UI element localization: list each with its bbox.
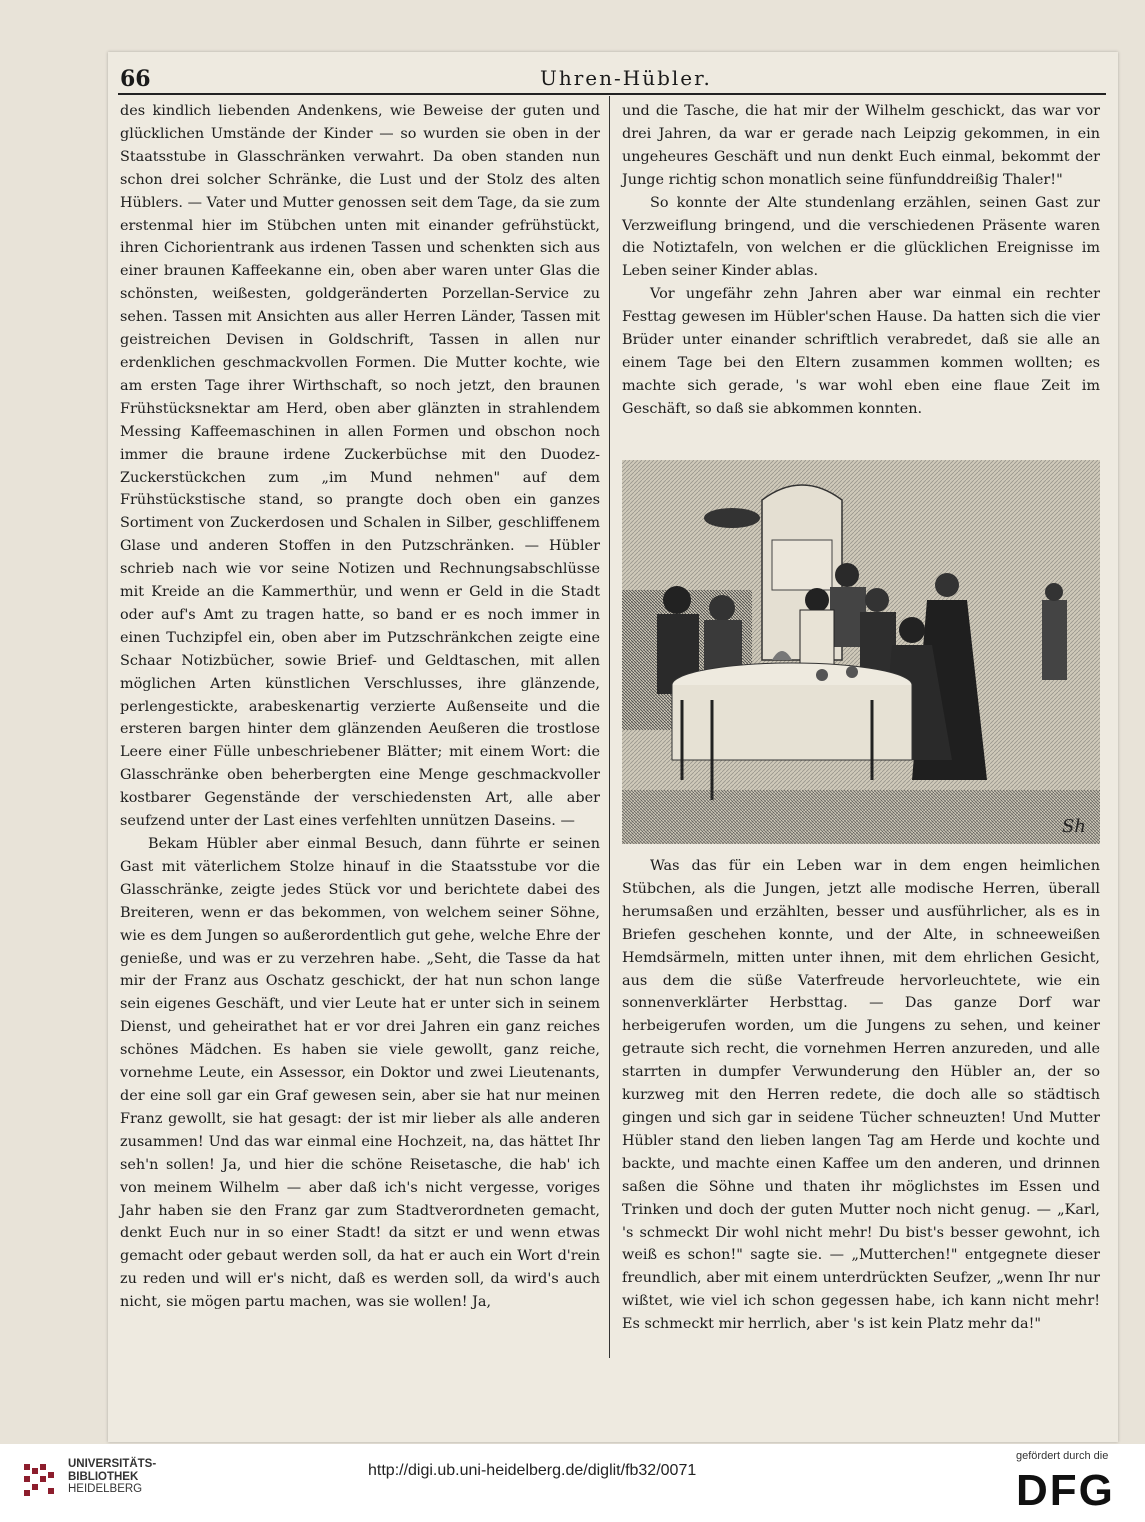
paragraph: Bekam Hübler aber einmal Besuch, dann führte er seinen Gast mit väterlichem Stolze hinauf in die Staatsstube vor die Glasschränke, zeigte jedes Stück vor und berichtete dabei des Breiteren, wenn er das bekommen, von welchem seiner Söhne, wie es dem Jungen so außerordentlich gut gehe, welche Ehre der genieße, und was er zu verzehren habe. „Seht, die Tasse da hat mir der Franz aus Oschatz geschickt, der hat nun schon lange sein eigenes Geschäft, und vier Leute hat er unter sich in seinem Dienst, und geheirathet hat er vor drei Jahren ein ganz reiches schönes Mädchen. Es haben sie viele gewollt, ganz reiche, vornehme Leute, ein Assessor, ein Doktor und zwei Lieutenants, der eine soll gar ein Graf gewesen sein, aber sie hat nur meinen Franz gewollt, sie hat gesagt: der ist mir lieber als alle anderen zusammen! Und das war einmal eine Hochzeit, na, das hättet Ihr seh'n sollen! Ja, und hier die schöne Reisetasche, die hab' ich von meinem Wilhelm — aber daß ich's nicht vergesse, voriges Jahr haben sie den Franz gar zum Stadtverordneten gemacht, denkt Euch nur in so einer Stadt! da sitzt er und wenn etwas gemacht oder gebaut werden soll, da hat er auch ein Wort d'rein zu reden und will er's nicht, daß es werden soll, da wird's auch nicht, sie mögen partu machen, was sie wollen! Ja,	[120, 836, 600, 1311]
paragraph: Was das für ein Leben war in dem engen heimlichen Stübchen, als die Jungen, jetzt alle modische Herren, überall herumsaßen und erzählten, besser und ausführlicher, als es in Briefen geschehen konnte, und der Alte, in schneeweißen Hemdsärmeln, mitten unter ihnen, mit dem ehrlichen Gesicht, aus dem die süße Vaterfreude hervorleuchtete, wie ein sonnenverklärter Herbsttag. — Das ganze Dorf war herbeigerufen worden, um die Jungens zu sehen, und keiner getraute sich recht, die vornehmen Herren anzureden, und alle starrten in dumpfer Verwunderung den Hübler an, der so kurzweg mit den Herren redete, die doch alle so städtisch gingen und sich gar in seidene Tücher schneuzten! Und Mutter Hübler stand den lieben langen Tag am Herde und kochte und backte, und machte einen Kaffee um den anderen, und drinnen saßen die Söhne und thaten ihr möglichstes im Essen und Trinken und doch der guten Mutter noch nicht genug. — „Karl, 's schmeckt Dir wohl nicht mehr! Du bist's besser gewohnt, ich weiß es schon!" sagte sie. — „Mutterchen!" entgegnete dieser freundlich, aber mit einem unterdrückten Seufzer, „wenn Ihr nur wißtet, wie viel ich schon gegessen habe, ich kann nicht mehr! Es schmeckt mir herrlich, aber 's ist kein Platz mehr da!"	[622, 858, 1100, 1333]
page-number: 66	[120, 66, 151, 92]
right-column-bottom	[622, 855, 1100, 1336]
left-column	[120, 100, 600, 1314]
library-line-2: BIBLIOTHEK	[68, 1470, 139, 1483]
engraving-illustration	[622, 460, 1100, 844]
artist-signature: Sh	[1062, 816, 1086, 837]
column-divider	[609, 96, 610, 1358]
dfg-logo[interactable]: DFG	[1016, 1466, 1115, 1515]
header-rule	[118, 93, 1106, 95]
paragraph: Vor ungefähr zehn Jahren aber war einmal ein rechter Festtag gewesen im Hübler'schen Hause. Da hatten sich die vier Brüder unter einander schriftlich verabredet, daß sie alle an einem Tage bei den Eltern zusammen kommen wollten; es machte sich gerade, 's war wohl eben eine flaue Zeit im Geschäft, so daß sie abkommen konnten.	[622, 286, 1100, 417]
permalink-url[interactable]: http://digi.ub.uni-heidelberg.de/diglit/fb32/0071	[368, 1462, 697, 1479]
library-name[interactable]	[68, 1458, 156, 1496]
library-line-1: UNIVERSITÄTS-	[68, 1458, 157, 1470]
right-column-top	[622, 100, 1100, 421]
running-title: Uhren-Hübler.	[540, 66, 712, 90]
university-library-logo-icon[interactable]	[18, 1458, 62, 1502]
viewer-footer	[0, 1444, 1145, 1522]
library-line-3: HEIDELBERG	[68, 1483, 143, 1495]
paragraph: des kindlich liebenden Andenkens, wie Beweise der guten und glücklichen Umstände der Kinder — so wurden sie oben in der Staatsstube in Glasschränken verwahrt. Da oben standen nun schon drei solcher Schränke, die Lust und der Stolz des alten Hüblers. — Vater und Mutter genossen seit dem Tage, da sie zum erstenmal hier im Stübchen unten mit einander gefrühstückt, ihren Cichorientrank aus irdenen Tassen und schenkten sich aus einer braunen Kaffeekanne ein, oben aber waren unter Glas die schönsten, weißesten, goldgeränderten Porzellan-Service zu sehen. Tassen mit Ansichten aus aller Herren Länder, Tassen mit geistreichen Devisen in Goldschrift, Tassen in allen nur erdenklichen geschmackvollen Formen. Die Mutter kochte, wie am ersten Tage ihrer Wirthschaft, so noch jetzt, den braunen Frühstücksnektar am Herd, oben aber glänzten in strahlendem Messing Kaffeemaschinen in allen Formen und obschon noch immer die braune irdene Zuckerbüchse mit den Duodez-Zuckerstückchen zum „im Mund nehmen" auf dem Frühstückstische stand, so prangte doch oben ein ganzes Sortiment von Zuckerdosen und Schalen in Silber, geschliffenem Glase und anderen Stoffen in den Putzschränken. — Hübler schrieb nach wie vor seine Notizen und Rechnungsabschlüsse mit Kreide an die Kammerthür, und wenn er Geld in die Stadt oder auf's Amt zu tragen hatte, so band er es noch immer in einen Tuchzipfel ein, oben aber im Putzschränkchen zeigte eine Schaar Notizbücher, sowie Brief- und Geldtaschen, mit allen möglichen Arten künstlichen Verschlusses, ihre glänzende, perlengestickte, arabeskenartig verzierte Außenseite und die ersteren bargen hinter dem glänzenden Aeußeren die trostlose Leere einer Fülle unbeschriebener Blätter; mit einem Wort: die Glasschränke oben beherbergten eine Menge geschmackvoller kostbarer Gegenstände der verschiedensten Art, alle aber seufzend unter der Last eines verfehlten unnützen Daseins. —	[120, 103, 600, 830]
paragraph: und die Tasche, die hat mir der Wilhelm geschickt, das war vor drei Jahren, da war er gerade nach Leipzig gekommen, in ein ungeheures Geschäft und nun denkt Euch einmal, bekommt der Junge richtig schon monatlich seine fünfunddreißig Thaler!"	[622, 103, 1100, 188]
sponsor-caption: gefördert durch die	[1016, 1450, 1109, 1462]
paragraph: So konnte der Alte stundenlang erzählen, seinen Gast zur Verzweiflung bringend, und die verschiedenen Präsente waren die Notiztafeln, von welchen er die glücklichen Ereignisse im Leben seiner Kinder ablas.	[622, 194, 1100, 280]
family-gathering-engraving	[622, 460, 1100, 844]
